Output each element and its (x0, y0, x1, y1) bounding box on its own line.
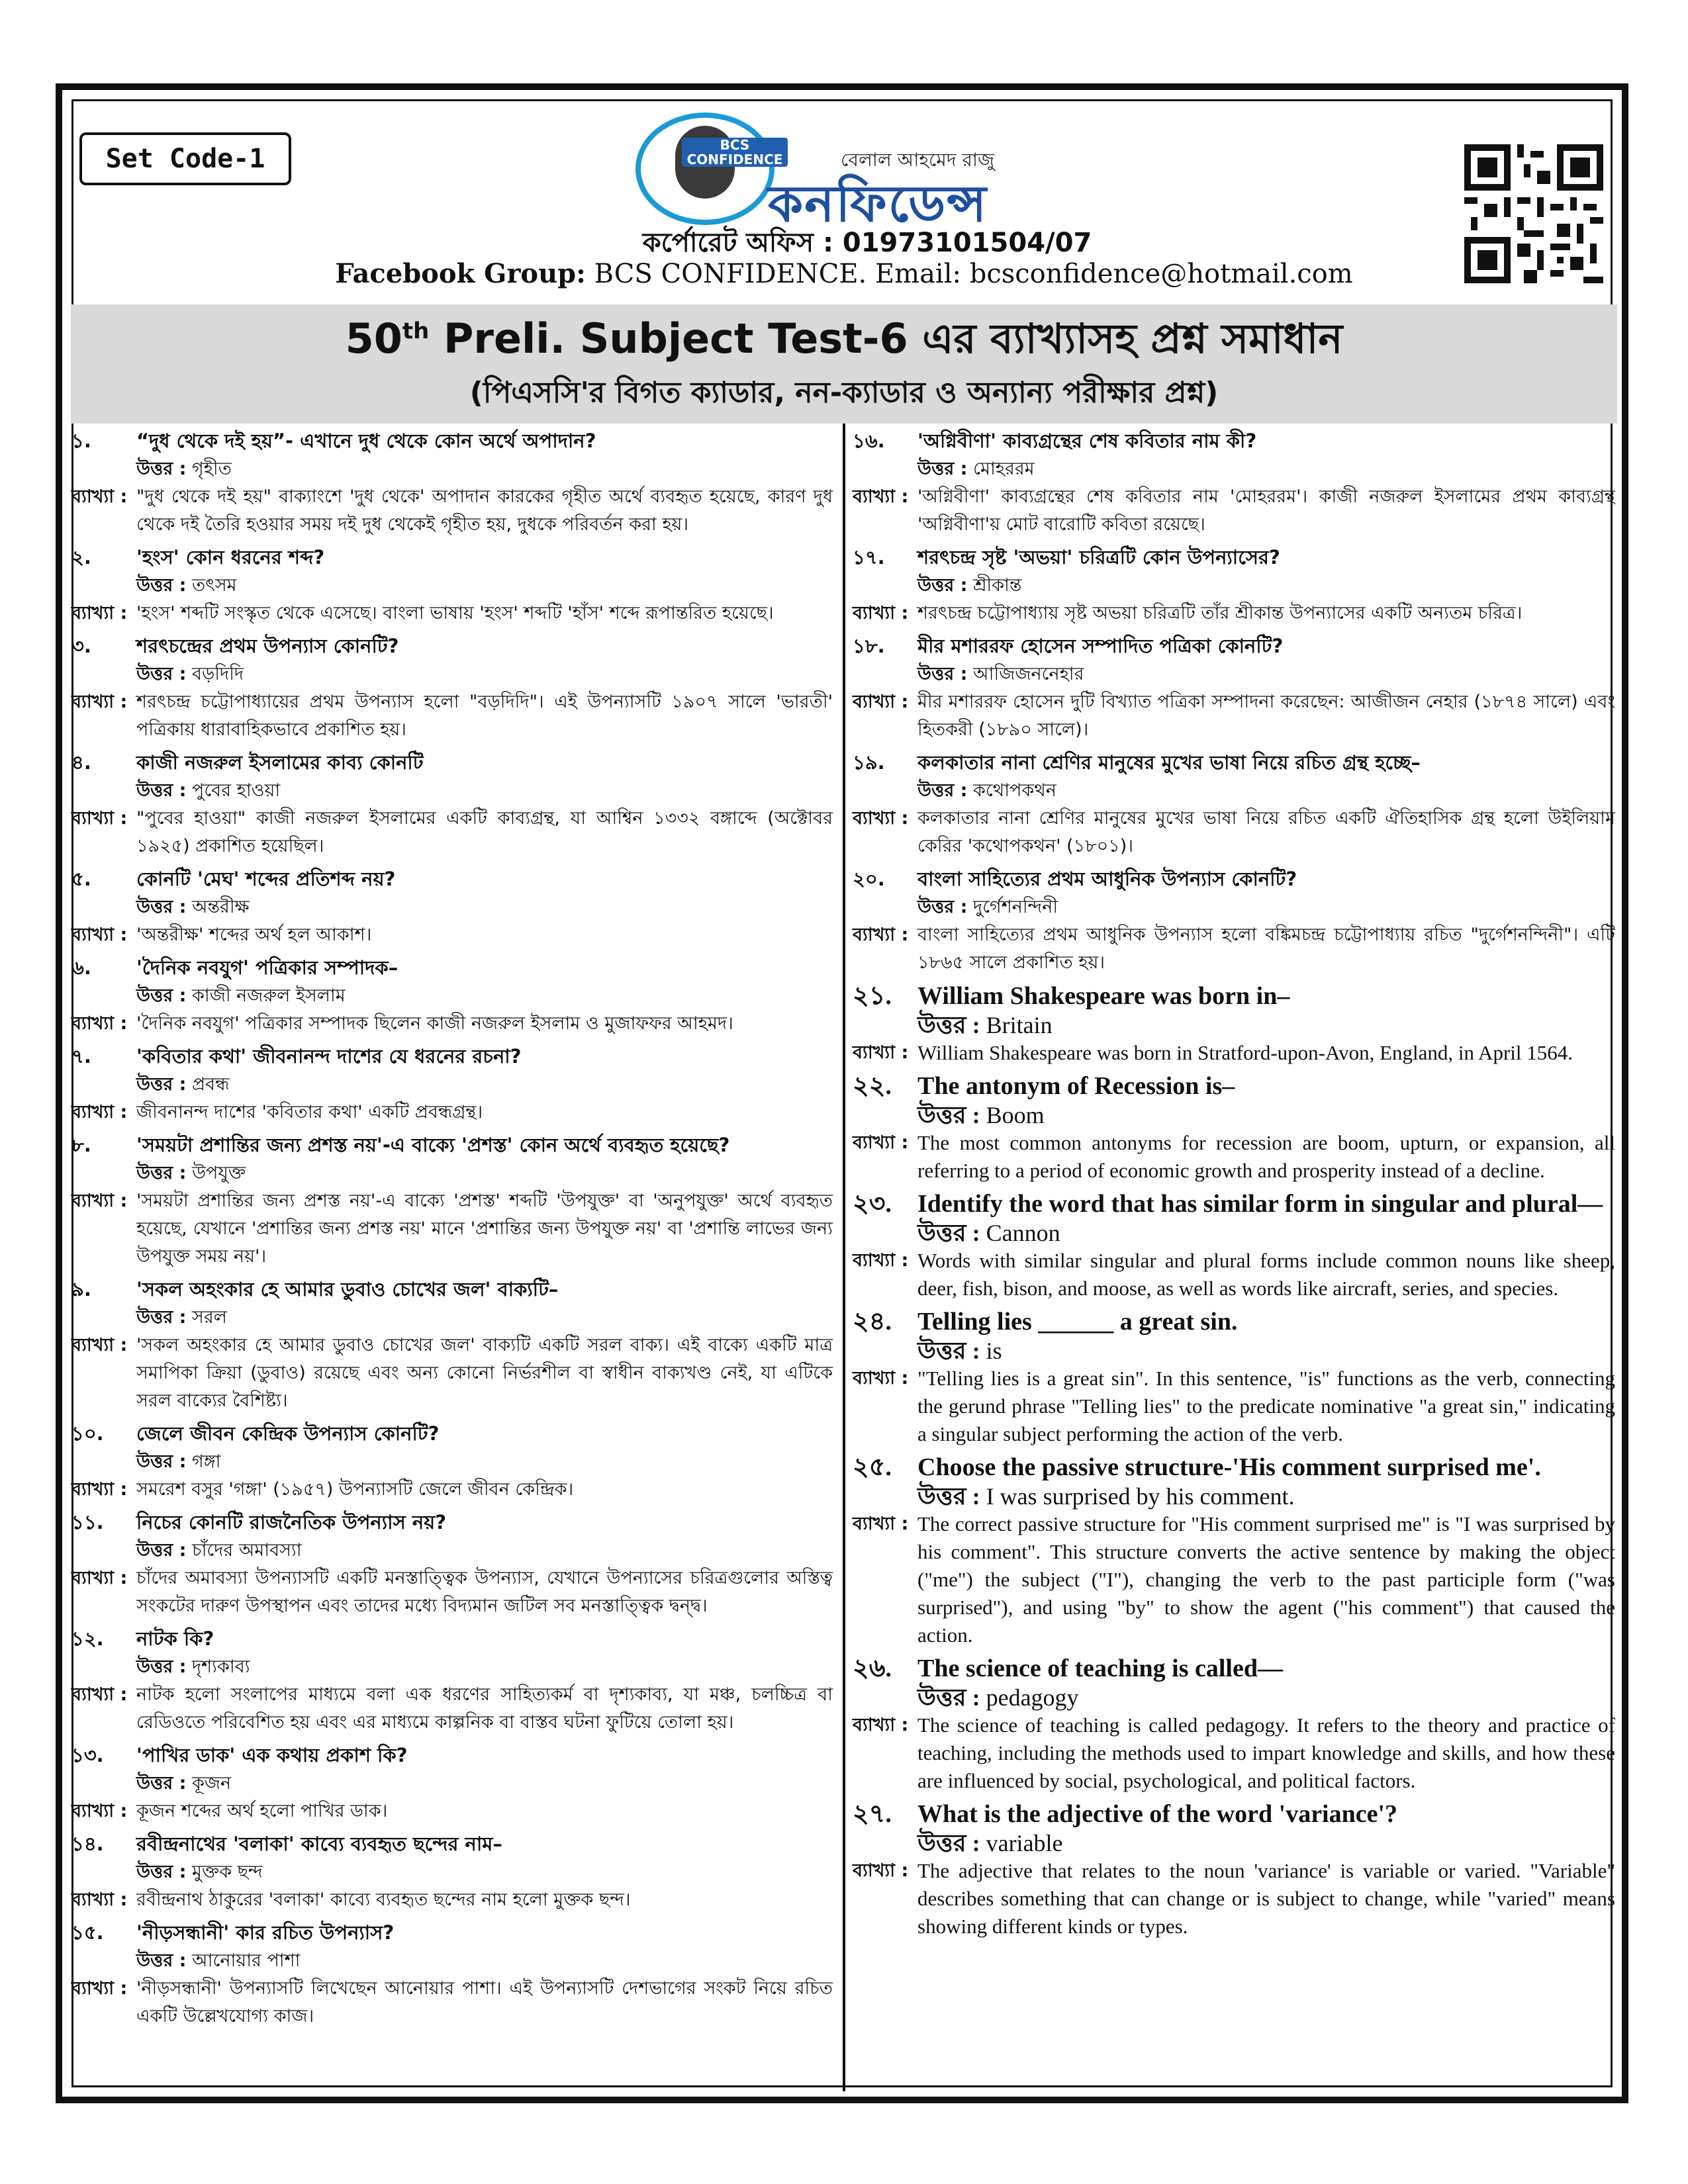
question-item (853, 864, 1615, 977)
question-item (853, 543, 1615, 627)
question (71, 1741, 833, 1770)
answer-line (853, 572, 1615, 600)
answer-line (853, 777, 1615, 805)
question-text: 'দৈনিক নবযুগ' পত্রিকার সম্পাদক– (136, 956, 399, 979)
explanation (71, 1010, 833, 1038)
explanation-text: William Shakespeare was born in Stratford-upon-Avon, England, in April 1564. (917, 1041, 1573, 1064)
answer-label: উত্তর : (136, 780, 187, 801)
explanation (853, 1247, 1615, 1302)
answer-line (71, 455, 833, 483)
question (71, 543, 833, 572)
answer-text: কাজী নজরুল ইসলাম (192, 985, 346, 1006)
set-code-box: Set Code-1 (79, 132, 291, 185)
answer-line (853, 1337, 1615, 1365)
answer-text: pedagogy (986, 1684, 1079, 1711)
explanation (853, 600, 1615, 627)
explanation (71, 1797, 833, 1825)
answer-line (853, 1829, 1615, 1857)
answer-text: পুবের হাওয়া (192, 780, 281, 801)
question (853, 1653, 1615, 1684)
answer-text: সরল (192, 1307, 227, 1328)
explanation (71, 1975, 833, 2030)
question-text: কলকাতার নানা শ্রেণির মানুষের মুখের ভাষা নিয়ে রচিত গ্রন্থ হচ্ছে– (917, 751, 1421, 774)
explanation (71, 805, 833, 860)
question-number: ৪. (71, 751, 91, 774)
question (71, 1130, 833, 1160)
page-title (71, 308, 1617, 376)
explanation-text: 'অগ্নিবীণা' কাব্যগ্রন্থের শেষ কবিতার নাম 'মোহররম'। কাজী নজরুল ইসলামের প্রথম কাব্যগ্রন্থ 'অগ্নিবীণা'য় মোট বারোটি কবিতা রয়েছে। (917, 486, 1615, 535)
answer-line (71, 1858, 833, 1886)
question (853, 864, 1615, 893)
contact-line (199, 258, 1489, 289)
explanation (71, 1886, 833, 1914)
question (853, 981, 1615, 1011)
question-text: The antonym of Recession is– (917, 1072, 1235, 1100)
question-number: ২৬. (853, 1655, 892, 1682)
answer-label: উত্তর : (136, 1074, 187, 1095)
explanation-text: 'সময়টা প্রশান্তির জন্য প্রশস্ত নয়'-এ বাক্যে 'প্রশস্ত' শব্দটি 'উপযুক্ত' বা 'অনুপযুক্ত' অর্থে ব্যবহৃত হয়েছে, যেখানে 'প্রশান্তির জন্য প্রশস্ত নয়' মানে 'প্রশান্তির জন্য উপযুক্ত নয়' বা 'প্রশান্তি লাভের জন্য উপযুক্ত সময় নয়'। (136, 1191, 833, 1267)
explanation-label: ব্যাখ্যা : (71, 1102, 128, 1122)
explanation-text: Words with similar singular and plural forms include common nouns like sheep, deer, fish, bison, and moose, as well as words like aircraft, series, and species. (917, 1249, 1615, 1300)
explanation-label: ব্যাখ্যা : (853, 1860, 909, 1881)
explanation-label: ব্যাখ্যা : (853, 486, 909, 507)
answer-line (71, 660, 833, 688)
question-text: কাজী নজরুল ইসলামের কাব্য কোনটি (136, 751, 424, 774)
question (71, 1042, 833, 1071)
answer-text: গৃহীত (192, 459, 232, 479)
answer-line (71, 1947, 833, 1975)
question-item (71, 1829, 833, 1914)
question-item (71, 631, 833, 744)
explanation-label: ব্যাখ্যা : (853, 1250, 909, 1271)
answer-label: উত্তর : (136, 1163, 187, 1183)
explanation-text: 'নীড়সন্ধানী' উপন্যাসটি লিখেছেন আনোয়ার পাশা। এই উপন্যাসটি দেশভাগের সংকট নিয়ে রচিত একটি উল্লেখযোগ্য কাজ। (136, 1978, 833, 2026)
question-number: ২. (71, 546, 91, 569)
answer-text: আজিজননেহার (973, 664, 1084, 684)
explanation-text: কলকাতার নানা শ্রেণির মানুষের মুখের ভাষা নিয়ে রচিত একটি ঐতিহাসিক গ্রন্থ হলো উইলিয়াম কেরির 'কথোপকথন' (১৮০১)। (917, 808, 1615, 856)
answer-text: উপযুক্ত (192, 1163, 246, 1183)
question-item (853, 1189, 1615, 1302)
explanation-text: 'দৈনিক নবযুগ' পত্রিকার সম্পাদক ছিলেন কাজী নজরুল ইসলাম ও মুজাফফর আহমদ। (136, 1013, 733, 1034)
logo-author: বেলাল আহমেদ রাজু (841, 149, 995, 171)
answer-text: variable (986, 1830, 1063, 1856)
question-number: ১৫. (71, 1921, 104, 1944)
answer-line (71, 1304, 833, 1332)
question (853, 1452, 1615, 1482)
question-number: ১০. (71, 1422, 104, 1445)
brand-logo (622, 99, 1099, 232)
question (853, 1306, 1615, 1337)
question-item (71, 1508, 833, 1620)
answer-text: is (986, 1338, 1002, 1364)
question-number: ২২. (853, 1072, 892, 1100)
question-text: What is the adjective of the word 'variance'? (917, 1800, 1398, 1828)
question-number: ৬. (71, 956, 91, 979)
explanation-text: চাঁদের অমাবস্যা উপন্যাসটি একটি মনস্তাত্ত্বিক উপন্যাস, যেখানে উপন্যাসের চরিত্রগুলোর অস্তিত্ব সংকটের দারুণ উপস্থাপন এবং তাদের মধ্যে বিদ্যমান জটিল সব মনস্তাত্ত্বিক দ্বন্দ্ব। (136, 1568, 833, 1616)
explanation-label: ব্যাখ্যা : (853, 1042, 909, 1063)
answer-text: দুর্গেশনন্দিনী (973, 897, 1058, 917)
explanation (853, 1857, 1615, 1940)
answer-line (71, 1448, 833, 1476)
title-superscript: th (402, 318, 430, 345)
question-item (853, 1071, 1615, 1185)
answer-text: বড়দিদি (192, 664, 244, 684)
explanation-text: নাটক হলো সংলাপের মাধ্যমে বলা এক ধরণের সাহিত্যকর্ম বা দৃশ্যকাব্য, যা মঞ্চ, চলচ্চিত্র বা রেডিওতে পরিবেশিত হয় এবং এর মাধ্যমে কাল্পনিক বা বাস্তব ঘটনা ফুটিয়ে তোলা হয়। (136, 1684, 833, 1733)
question-item (853, 981, 1615, 1067)
explanation-label: ব্যাখ্যা : (71, 603, 128, 623)
explanation-label: ব্যাখ্যা : (71, 692, 128, 712)
answer-label: উত্তর : (136, 897, 187, 917)
question-item (71, 1918, 833, 2030)
explanation-text: "পুবের হাওয়া" কাজী নজরুল ইসলামের একটি কাব্যগ্রন্থ, যা আশ্বিন ১৩৩২ বঙ্গাব্দে (অক্টোবর ১৯২৫) প্রকাশিত হয়েছিল। (136, 808, 833, 856)
question (853, 1799, 1615, 1829)
question-text: শরৎচন্দ্রের প্রথম উপন্যাস কোনটি? (136, 635, 399, 657)
answer-label: উত্তর : (917, 1830, 980, 1856)
question (71, 1275, 833, 1304)
explanation-label: ব্যাখ্যা : (853, 603, 909, 623)
answer-line (71, 1770, 833, 1797)
question-item (853, 1452, 1615, 1649)
question-item (71, 864, 833, 949)
explanation-label: ব্যাখ্যা : (71, 1801, 128, 1821)
question (853, 1189, 1615, 1219)
question-item (71, 543, 833, 627)
answer-label: উত্তর : (917, 1684, 980, 1711)
question (71, 1419, 833, 1448)
explanation-text: "Telling lies is a great sin". In this sentence, "is" functions as the verb, connecting the gerund phrase "Telling lies" to the predicate nominative "a great sin," indicating a singular subject performing the action of the verb. (917, 1367, 1615, 1445)
answer-label: উত্তর : (136, 1862, 187, 1882)
answer-label: উত্তর : (917, 1220, 980, 1246)
question (71, 1829, 833, 1858)
answer-text: প্রবন্ধ (192, 1074, 230, 1095)
answer-label: উত্তর : (917, 1483, 980, 1510)
explanation (71, 1099, 833, 1126)
answer-label: উত্তর : (136, 1540, 187, 1561)
question-number: ৭. (71, 1045, 91, 1068)
explanation-label: ব্যাখ্যা : (71, 1479, 128, 1500)
question (71, 1624, 833, 1653)
answer-label: উত্তর : (917, 575, 968, 596)
question-item (853, 748, 1615, 860)
question-number: ১৬. (853, 430, 885, 452)
answer-text: তৎসম (192, 575, 237, 596)
corporate-office: কর্পোরেট অফিস : 01973101504/07 (642, 228, 1092, 258)
explanation (71, 600, 833, 627)
question-text: মীর মশাররফ হোসেন সম্পাদিত পত্রিকা কোনটি? (917, 635, 1284, 657)
explanation-text: সমরেশ বসুর 'গঙ্গা' (১৯৫৭) উপন্যাসটি জেলে জীবন কেন্দ্রিক। (136, 1479, 574, 1500)
question-number: ২৫. (853, 1453, 892, 1481)
explanation-label: ব্যাখ্যা : (71, 1889, 128, 1910)
right-column (853, 426, 1615, 1944)
explanation-text: 'হংস' শব্দটি সংস্কৃত থেকে এসেছে। বাংলা ভাষায় 'হংস' শব্দটি 'হাঁস' শব্দে রূপান্তরিত হয়েছে। (136, 603, 774, 623)
question-text: Identify the word that has similar form in singular and plural— (917, 1190, 1603, 1218)
explanation-label: ব্যাখ্যা : (71, 1684, 128, 1705)
answer-label: উত্তর : (136, 985, 187, 1006)
question-number: ২১. (853, 982, 892, 1010)
answer-line (853, 893, 1615, 921)
answer-text: শ্রীকান্ত (973, 575, 1022, 596)
question-item (71, 1624, 833, 1737)
answer-line (853, 1011, 1615, 1039)
answer-text: মোহররম (973, 459, 1035, 479)
question-number: ১২. (71, 1627, 104, 1650)
explanation (853, 1510, 1615, 1649)
question (71, 426, 833, 455)
explanation-label: ব্যাখ্যা : (71, 486, 128, 507)
question-item (71, 748, 833, 860)
answer-line (853, 1482, 1615, 1510)
question-text: William Shakespeare was born in– (917, 982, 1290, 1010)
explanation-label: ব্যাখ্যা : (71, 1013, 128, 1034)
question-number: ১৩. (71, 1744, 104, 1766)
explanation-label: ব্যাখ্যা : (853, 1368, 909, 1388)
question-text: শরৎচন্দ্র সৃষ্ট 'অভয়া' চরিত্রটি কোন উপন্যাসের? (917, 546, 1280, 569)
explanation (853, 1129, 1615, 1185)
explanation-text: The correct passive structure for "His comment surprised me" is "I was surprised by his comment". This structure converts the active sentence by making the object ("me") the subject ("I"), changing the verb to the past participle form ("was surprised"), and using "by" to show the agent ("his comment") that caused the action. (917, 1512, 1615, 1647)
logo-badge: BCS CONFIDENCE (682, 138, 788, 167)
question-item (853, 1653, 1615, 1795)
question-item (71, 953, 833, 1038)
answer-text: আনোয়ার পাশা (192, 1950, 301, 1971)
answer-text: অন্তরীক্ষ (192, 897, 250, 917)
question-number: ১৪. (71, 1833, 104, 1855)
question-text: 'সময়টা প্রশান্তির জন্য প্রশস্ত নয়'-এ বাক্যে 'প্রশস্ত' কোন অর্থে ব্যবহৃত হয়েছে? (136, 1134, 730, 1156)
question-number: ১৯. (853, 751, 885, 774)
explanation-text: The most common antonyms for recession are boom, upturn, or expansion, all referring to a period of economic growth and prosperity instead of a decline. (917, 1131, 1615, 1182)
answer-text: Cannon (986, 1220, 1060, 1246)
answer-line (71, 777, 833, 805)
answer-text: কথোপকথন (973, 780, 1056, 801)
answer-text: দৃশ্যকাব্য (192, 1657, 250, 1677)
explanation-label: ব্যাখ্যা : (853, 692, 909, 712)
explanation-label: ব্যাখ্যা : (71, 1335, 128, 1355)
question-item (853, 426, 1615, 539)
question (853, 748, 1615, 777)
answer-label: উত্তর : (136, 1451, 187, 1472)
question-number: ১. (71, 430, 91, 452)
question-text: বাংলা সাহিত্যের প্রথম আধুনিক উপন্যাস কোনটি? (917, 868, 1297, 890)
explanation (853, 1365, 1615, 1448)
question-number: ৫. (71, 868, 91, 890)
question-number: ২৪. (853, 1308, 892, 1336)
answer-label: উত্তর : (917, 459, 968, 479)
question-number: ২৭. (853, 1800, 892, 1828)
qr-code-icon (1464, 144, 1603, 283)
question (71, 748, 833, 777)
question-item (71, 1419, 833, 1504)
answer-text: চাঁদের অমাবস্যা (192, 1540, 302, 1561)
question (853, 426, 1615, 455)
question-item (71, 1275, 833, 1415)
explanation-text: কূজন শব্দের অর্থ হলো পাখির ডাক। (136, 1801, 388, 1821)
answer-label: উত্তর : (136, 1950, 187, 1971)
title-text: Preli. Subject Test-6 এর ব্যাখ্যাসহ প্রশ্ন সমাধান (443, 314, 1343, 363)
answer-label: উত্তর : (136, 1773, 187, 1794)
answer-label: উত্তর : (917, 664, 968, 684)
question-text: Telling lies ______ a great sin. (917, 1308, 1238, 1336)
question-number: ২৩. (853, 1190, 892, 1218)
explanation-text: শরৎচন্দ্র চট্টোপাধ্যায় সৃষ্ট অভয়া চরিত্রটি তাঁর শ্রীকান্ত উপন্যাসের একটি অন্যতম চরিত্র। (917, 603, 1523, 623)
explanation-label: ব্যাখ্যা : (71, 1978, 128, 1999)
left-column (71, 426, 833, 2034)
answer-label: উত্তর : (917, 897, 968, 917)
question-item (71, 1042, 833, 1126)
question (71, 953, 833, 982)
question-text: “দুধ থেকে দই হয়”- এখানে দুধ থেকে কোন অর্থে অপাদান? (136, 430, 596, 452)
question (853, 631, 1615, 660)
question-number: ১১. (71, 1511, 104, 1533)
answer-line (853, 1219, 1615, 1247)
facebook-details: BCS CONFIDENCE. Email: bcsconfidence@hotmail.com (594, 259, 1353, 289)
question (71, 864, 833, 893)
answer-label: উত্তর : (917, 1012, 980, 1038)
explanation (853, 1039, 1615, 1067)
question-item (71, 1130, 833, 1271)
answer-line (853, 1684, 1615, 1711)
explanation (71, 1565, 833, 1620)
question-text: 'পাখির ডাক' এক কথায় প্রকাশ কি? (136, 1744, 408, 1766)
question-text: জেলে জীবন কেন্দ্রিক উপন্যাস কোনটি? (136, 1422, 440, 1445)
answer-line (853, 1101, 1615, 1129)
question-text: 'সকল অহংকার হে আমার ডুবাও চোখের জল' বাক্যটি– (136, 1278, 559, 1300)
question (71, 1508, 833, 1537)
answer-label: উত্তর : (917, 1338, 980, 1364)
explanation-label: ব্যাখ্যা : (853, 1514, 909, 1534)
explanation (853, 688, 1615, 744)
answer-label: উত্তর : (917, 1102, 980, 1128)
answer-line (71, 982, 833, 1010)
explanation-text: শরৎচন্দ্র চট্টোপাধ্যায়ের প্রথম উপন্যাস হলো "বড়দিদি"। এই উপন্যাসটি ১৯০৭ সালে 'ভারতী' পত্রিকায় ধারাবাহিকভাবে প্রকাশিত হয়। (136, 692, 833, 740)
explanation-text: "দুধ থেকে দই হয়" বাক্যাংশে 'দুধ থেকে' অপাদান কারকের গৃহীত অর্থে ব্যবহৃত হয়েছে, কারণ দুধ থেকে দই তৈরি হওয়ার সময় দই দুধ থেকেই গৃহীত হয়, দুধকে পরিবর্তন করা হয়। (136, 486, 833, 535)
question-text: 'হংস' কোন ধরনের শব্দ? (136, 546, 325, 569)
explanation-label: ব্যাখ্যা : (853, 925, 909, 945)
answer-label: উত্তর : (136, 575, 187, 596)
answer-label: উত্তর : (917, 780, 968, 801)
column-divider (843, 424, 845, 2091)
explanation (71, 1187, 833, 1271)
answer-line (853, 660, 1615, 688)
explanation-text: মীর মশাররফ হোসেন দুটি বিখ্যাত পত্রিকা সম্পাদনা করেছেন: আজীজন নেহার (১৮৭৪ সালে) এবং হিতকরী (১৮৯০ সালে)। (917, 692, 1615, 740)
explanation-label: ব্যাখ্যা : (853, 808, 909, 829)
question (71, 1918, 833, 1947)
explanation (853, 921, 1615, 977)
question-number: ১৭. (853, 546, 885, 569)
explanation (71, 1476, 833, 1504)
answer-text: Boom (986, 1102, 1045, 1128)
question-number: ৮. (71, 1134, 91, 1156)
answer-text: মুক্তক ছন্দ (192, 1862, 263, 1882)
explanation (853, 1711, 1615, 1795)
question-text: নাটক কি? (136, 1627, 214, 1650)
facebook-label: Facebook Group: (335, 258, 586, 289)
explanation-text: The science of teaching is called pedagogy. It refers to the theory and practice of teaching, including the methods used to impart knowledge and skills, and how these are influenced by social, psychological, and political factors. (917, 1713, 1615, 1792)
explanation (71, 688, 833, 744)
answer-line (71, 893, 833, 921)
logo-name: কনফিডেন্স (768, 174, 988, 233)
explanation-text: বাংলা সাহিত্যের প্রথম আধুনিক উপন্যাস হলো বঙ্কিমচন্দ্র চট্টোপাধ্যায় রচিত "দুর্গেশনন্দিনী"। এটি ১৮৬৫ সালে প্রকাশিত হয়। (917, 925, 1615, 973)
answer-label: উত্তর : (136, 1657, 187, 1677)
question-item (71, 426, 833, 539)
question-text: The science of teaching is called— (917, 1655, 1283, 1682)
answer-line (853, 455, 1615, 483)
question-item (853, 1306, 1615, 1448)
answer-text: গঙ্গা (192, 1451, 221, 1472)
explanation (853, 483, 1615, 539)
question-text: নিচের কোনটি রাজনৈতিক উপন্যাস নয়? (136, 1511, 447, 1533)
title-number: 50 (345, 314, 402, 363)
question-text: 'নীড়সন্ধানী' কার রচিত উপন্যাস? (136, 1921, 395, 1944)
question-number: ৯. (71, 1278, 91, 1300)
explanation-label: ব্যাখ্যা : (853, 1132, 909, 1153)
answer-line (71, 1160, 833, 1187)
explanation-text: রবীন্দ্রনাথ ঠাকুরের 'বলাকা' কাব্যে ব্যবহৃত ছন্দের নাম হলো মুক্তক ছন্দ। (136, 1889, 631, 1910)
page-subtitle: (পিএসসি'র বিগত ক্যাডার, নন-ক্যাডার ও অন্যান্য পরীক্ষার প্রশ্ন) (469, 376, 1219, 410)
question-text: 'অগ্নিবীণা' কাব্যগ্রন্থের শেষ কবিতার নাম কী? (917, 430, 1257, 452)
question (71, 631, 833, 660)
explanation-text: জীবনানন্দ দাশের 'কবিতার কথা' একটি প্রবন্ধগ্রন্থ। (136, 1102, 483, 1122)
question-number: ১৮. (853, 635, 885, 657)
question-item (853, 1799, 1615, 1940)
explanation-text: 'সকল অহংকার হে আমার ডুবাও চোখের জল' বাক্যটি একটি সরল বাক্য। এই বাক্যে একটি মাত্র সমাপিকা ক্রিয়া (ডুবাও) রয়েছে এবং অন্য কোনো নির্ভরশীল বা স্বাধীন বাক্যখণ্ড নেই, যা এটিকে সরল বাক্যের বৈশিষ্ট্য। (136, 1335, 833, 1411)
explanation-label: ব্যাখ্যা : (71, 1191, 128, 1211)
question-number: ২০. (853, 868, 885, 890)
answer-text: Britain (986, 1012, 1053, 1038)
answer-label: উত্তর : (136, 459, 187, 479)
question (853, 543, 1615, 572)
answer-line (71, 572, 833, 600)
answer-label: উত্তর : (136, 1307, 187, 1328)
answer-line (71, 1653, 833, 1681)
answer-line (71, 1071, 833, 1099)
question-item (71, 1741, 833, 1825)
explanation (71, 1332, 833, 1415)
explanation-label: ব্যাখ্যা : (71, 1568, 128, 1588)
answer-text: I was surprised by his comment. (986, 1483, 1295, 1510)
question-item (853, 631, 1615, 744)
explanation-label: ব্যাখ্যা : (71, 808, 128, 829)
explanation (71, 921, 833, 949)
question-text: Choose the passive structure-'His comment surprised me'. (917, 1453, 1541, 1481)
explanation-label: ব্যাখ্যা : (853, 1715, 909, 1735)
question-number: ৩. (71, 635, 91, 657)
answer-text: কূজন (192, 1773, 232, 1794)
explanation-label: ব্যাখ্যা : (71, 925, 128, 945)
question-text: রবীন্দ্রনাথের 'বলাকা' কাব্যে ব্যবহৃত ছন্দের নাম– (136, 1833, 502, 1855)
explanation (71, 1681, 833, 1737)
answer-label: উত্তর : (136, 664, 187, 684)
question (853, 1071, 1615, 1101)
explanation-text: 'অন্তরীক্ষ' শব্দের অর্থ হল আকাশ। (136, 925, 372, 945)
question-text: 'কবিতার কথা' জীবনানন্দ দাশের যে ধরনের রচনা? (136, 1045, 522, 1068)
answer-line (71, 1537, 833, 1565)
explanation-text: The adjective that relates to the noun 'variance' is variable or varied. "Variable" describes something that can change or is subject to change, while "varied" means showing different kinds or types. (917, 1859, 1615, 1938)
explanation (853, 805, 1615, 860)
explanation (71, 483, 833, 539)
question-text: কোনটি 'মেঘ' শব্দের প্রতিশব্দ নয়? (136, 868, 396, 890)
